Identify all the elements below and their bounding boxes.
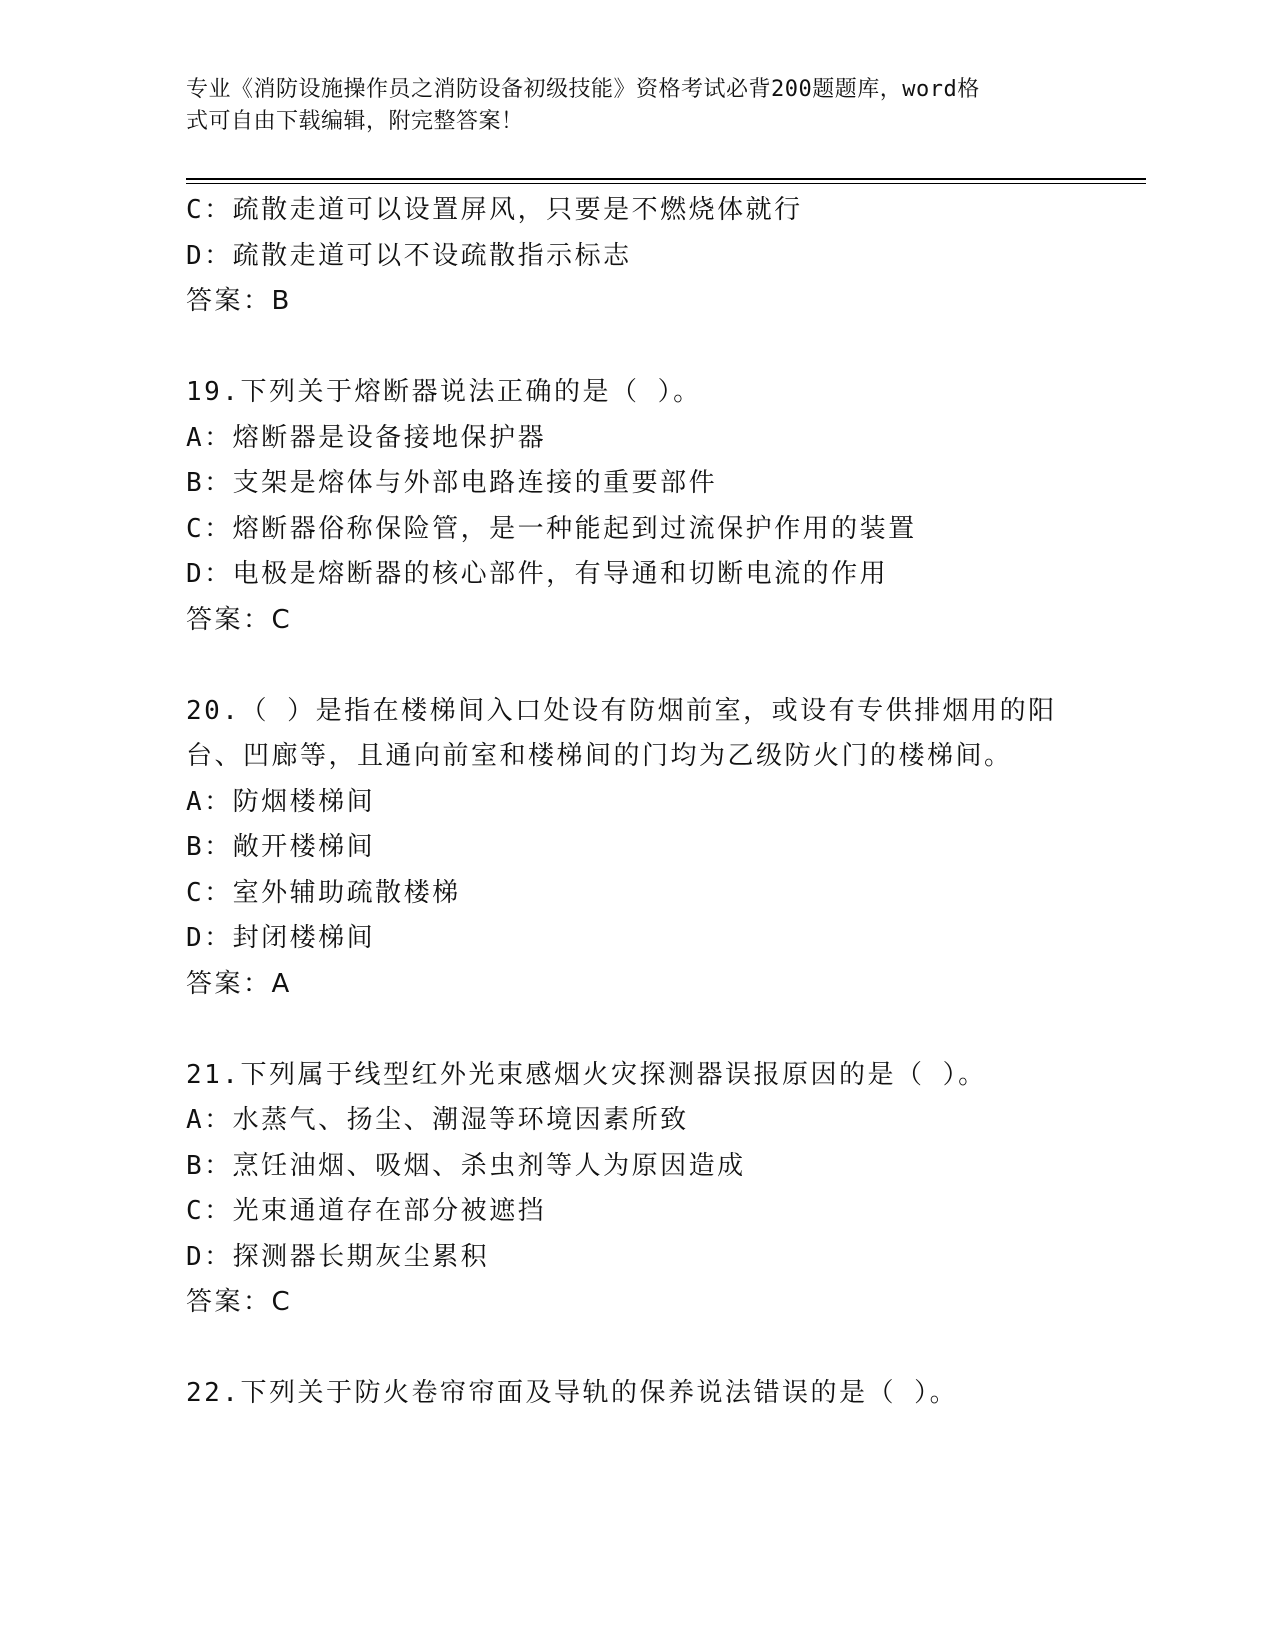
question-block-18: [186, 188, 1086, 325]
option-c: C：熔断器俗称保险管，是一种能起到过流保护作用的装置: [186, 513, 917, 544]
answer: 答案：B: [186, 286, 292, 316]
question-block-21: [186, 1053, 1086, 1326]
option-a: A：熔断器是设备接地保护器: [186, 422, 547, 453]
question-block-22: [186, 1371, 1086, 1417]
option-c: C：疏散走道可以设置屏风，只要是不燃烧体就行: [186, 195, 803, 225]
option-d: D：疏散走道可以不设疏散指示标志: [186, 240, 632, 271]
answer: 答案：A: [186, 968, 292, 999]
option-d: D：封闭楼梯间: [186, 923, 376, 953]
header-divider-thick: [186, 178, 1146, 180]
option-c: C：光束通道存在部分被遮挡: [186, 1196, 547, 1226]
option-c: C：室外辅助疏散楼梯: [186, 877, 461, 908]
question-block-19: [186, 370, 1086, 643]
answer: 答案：C: [186, 604, 293, 635]
header-divider-thin: [186, 183, 1146, 184]
question-text-line-2: 台、凹廊等，且通向前室和楼梯间的门均为乙级防火门的楼梯间。: [186, 741, 1013, 771]
question-text: 22.下列关于防火卷帘帘面及导轨的保养说法错误的是（ ）。: [186, 1378, 959, 1408]
question-text: 21.下列属于线型红外光束感烟火灾探测器误报原因的是（ ）。: [186, 1059, 987, 1090]
option-a: A：水蒸气、扬尘、潮湿等环境因素所致: [186, 1105, 689, 1135]
option-b: B：烹饪油烟、吸烟、杀虫剂等人为原因造成: [186, 1150, 746, 1181]
question-list: [186, 188, 1086, 1417]
option-b: B：支架是熔体与外部电路连接的重要部件: [186, 468, 718, 498]
question-block-20: [186, 689, 1086, 1008]
answer: 答案：C: [186, 1287, 293, 1317]
option-a: A：防烟楼梯间: [186, 786, 376, 817]
option-d: D：探测器长期灰尘累积: [186, 1241, 490, 1272]
header-line-2: 式可自由下载编辑，附完整答案！: [186, 109, 524, 134]
page-header: [186, 74, 1066, 138]
question-text-line-1: 20.（ ）是指在楼梯间入口处设有防烟前室，或设有专供排烟用的阳: [186, 695, 1057, 726]
option-d: D：电极是熔断器的核心部件，有导通和切断电流的作用: [186, 559, 889, 589]
header-line-1: 专业《消防设施操作员之消防设备初级技能》资格考试必背200题题库，word格: [186, 77, 980, 102]
option-b: B：敞开楼梯间: [186, 832, 376, 862]
question-text: 19.下列关于熔断器说法正确的是（ ）。: [186, 377, 702, 407]
